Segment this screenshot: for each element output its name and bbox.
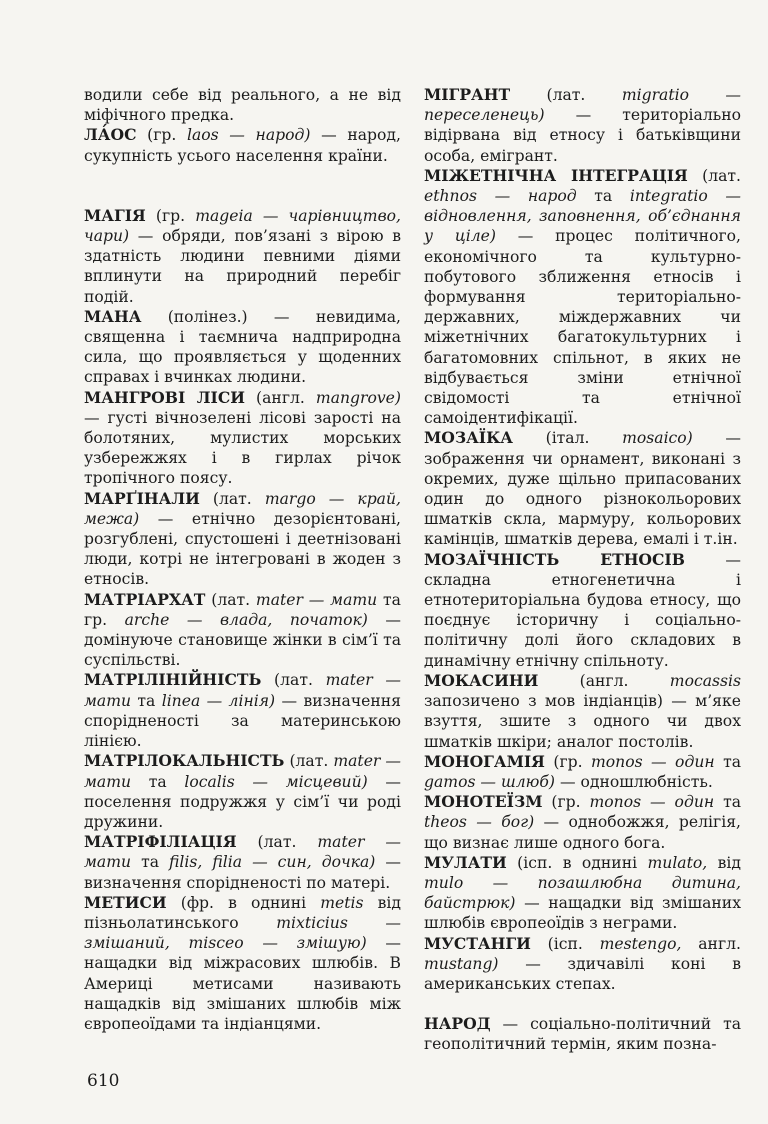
entry-mangrovi-lisy: МАНГРОВІ ЛІСИ (англ. mangrove) — густі вічнозелені лісові зарості на болотяних, мулистих морських узбережжях і в гирлах річок тропічного поясу. [84,387,401,488]
headword: ЛА́ОС [84,125,137,145]
headword: МОЗАЇЧНІСТЬ ЕТНОСІВ [424,549,685,569]
entry-matrilokalnist: МАТРІЛОКАЛЬНІСТЬ (лат. mater — мати та localis — місцевий) — поселення подружжя у сім’ї чи роді дружини. [84,751,401,831]
entry-mana: МАНА (полінез.) — невидима, священна і таємнича надприродна сила, що проявляється у щоденних справах і вчинках людини. [84,306,401,387]
headword: МІЖЕТНІЧНА ІНТЕГРАЦІЯ [424,165,688,185]
entry-narod: НАРОД — соціально-політичний та геополітичний термін, яким позна- [424,1014,741,1054]
entry-mizhetnichna-intehratsiya: МІЖЕТНІЧНА ІНТЕГРАЦІЯ (лат. ethnos — народ та integratio — відновлення, заповнення, об’єднання у ціле) — процес політичного, економічного та культурно-побутового зближення етносів і формування територіально-державних, міждержавних чи міжетнічних багатокультурних і багатомовних спільнот, в яких не відбувається зміни етнічної свідомості та етнічної самоідентифікації. [424,165,742,428]
continued-entry: водили себе від реального, а не від міфічного предка. [84,86,401,125]
entry-matrifiliatsiya: МАТРІФІЛІАЦІЯ (лат. mater — мати та filis, filia — син, дочка) — визначення спорідненості по матері. [84,832,401,892]
headword: МАНГРОВІ ЛІСИ [84,387,245,407]
entry-matriarkhat: МАТРІАРХАТ (лат. mater — мати та гр. arche — влада, початок) — домінуюче становище жінки в сім’ї та суспільстві. [84,589,401,670]
page-number: 610 [87,1071,120,1091]
entry-mustanhy: МУСТАНГИ (ісп. mestengo, англ. mustang) — здичавілі коні в американських степах. [424,933,741,993]
entry-matrilinijnist: МАТРІЛІНІЙНІСТЬ (лат. mater — мати та linea — лінія) — визначення спорідненості за материнською лінією. [84,670,401,751]
headword: МОЗАЇКА [424,428,513,448]
headword: МУСТАНГИ [424,933,531,953]
entry-monohamiya: МОНОГАМІЯ (гр. monos — один та gamos — шлюб) — одношлюбність. [424,751,742,791]
entry-mozayika: МОЗАЇКА (італ. mosaico) — зображення чи орнамент, виконані з окремих, дуже щільно припасованих один до одного різнокольорових шматків скла, мармуру, кольорових камінців, шматків дерева, емалі і т.ін. [424,428,741,549]
entry-mulaty: МУЛАТИ (ісп. в однині mulato, від mulo — позашлюбна дитина, байстрюк) — нащадки від змішаних шлюбів європеоїдів з неграми. [424,852,741,933]
headword: МУЛАТИ [424,852,507,872]
headword: МОНОТЕЇЗМ [424,792,543,812]
entry-migrant: МІГРАНТ (лат. migratio — переселенець) — територіально відірвана від етносу і батьківщини особа, емігрант. [424,85,741,165]
headword: НАРОД [424,1014,491,1034]
headword: МАТРІЛОКАЛЬНІСТЬ [84,751,285,771]
headword: МАНА [84,306,142,326]
headword: МАТРІАРХАТ [84,589,206,609]
headword: МОКАСИНИ [424,670,539,690]
headword: МАТРІЛІНІЙНІСТЬ [84,670,262,690]
headword: МАТРІФІЛІАЦІЯ [84,832,237,852]
right-column [424,85,741,1055]
entry-metysy: МЕТИСИ (фр. в однині metis від пізньолатинського mixticius — змішаний, misceo — змішую) — нащадки від міжрасових шлюбів. В Америці метисами називають нащадків від змішаних шлюбів між європеоїдами та індіанцями. [84,892,401,1033]
entry-monoteizm: МОНОТЕЇЗМ (гр. monos — один та theos — бог) — однобожжя, релігія, що визнає лише одного бога. [424,792,741,852]
entry-mokasyny: МОКАСИНИ (англ. mocassis запозичено з мов індіанців) — м’яке взуття, зшите з одного чи двох шматків шкіри; аналог постолів. [424,670,741,751]
headword: МОНОГАМІЯ [424,751,545,771]
entry-magiya: МАГІЯ (гр. mageia — чарівництво, чари) — обряди, пов’язані з вірою в здатність людини певними діями вплинути на природний перебіг подій. [84,205,402,306]
entry-laos: ЛА́ОС (гр. laos — народ) — народ, сукупність усього населення країни. [84,125,401,165]
entry-mozayichnist-etnosiv: МОЗАЇЧНІСТЬ ЕТНОСІВ — складна етногенетична і етнотериторіальна будова етносу, що поєднує історичну і соціально-політичну долі його складових в динамічну етнічну спільноту. [424,549,741,670]
left-column [84,85,401,1034]
headword: МЕТИСИ [84,892,167,912]
headword: МАГІЯ [84,205,146,225]
headword: МІГРАНТ [424,85,511,104]
headword: МАРҐІНАЛИ [84,488,200,508]
entry-marginaly: МАРҐІНАЛИ (лат. margo — край, межа) — етнічно дезорієнтовані, розгублені, спустошені і деетнізовані люди, котрі не інтегровані в жоден з етносів. [84,488,401,589]
